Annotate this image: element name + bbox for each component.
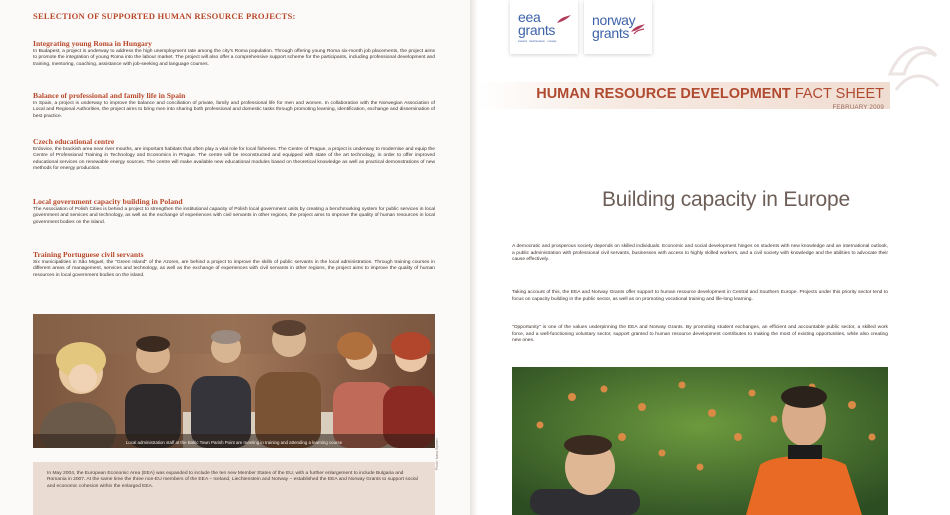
- project-heading: Local government capacity building in Poland: [33, 197, 183, 206]
- project-portugal-civil-servants: [33, 250, 435, 279]
- eea-logo-subtitle: iceland · liechtenstein · norway: [518, 39, 557, 43]
- photo-caption: Local administration staff at the Baltic Town Parish Point are meeting in training and attending a learning course: [125, 440, 343, 445]
- orchard-photo: [512, 367, 888, 515]
- info-box-text: In May 2004, the European Economic Area (EEA) was expanded to include the ten new Member States of the EU, with a further enlargement to include Bulgaria and Romania in 2007. At the same time the three non-EU members of the EEA – Iceland, Liechtenstein and Norway – established the EEA and Norway Grants to support social and economic cohesion within the enlarged EEA.: [47, 471, 418, 489]
- norway-bird-icon: [630, 22, 646, 36]
- section-title: SELECTION OF SUPPORTED HUMAN RESOURCE PROJECTS:: [33, 11, 296, 21]
- eea-info-box: [33, 462, 435, 515]
- project-heading: Czech educational centre: [33, 137, 115, 146]
- norway-grants-logo: [584, 0, 652, 54]
- project-text: In Budapest, a project is underway to address the high unemployment rate among the city's Roma population. Through offering young Roma six-month job placements, the project aims to promote the integration of young Roma into the labour market. The project will also offer a comprehensive support scheme for the participants, including professional development and training, mentoring, coaching, assistance with job-seeking and language courses.: [33, 49, 435, 67]
- fact-sheet-title: [536, 86, 884, 102]
- project-heading: Training Portuguese civil servants: [33, 250, 144, 259]
- eea-logo-grants-word: grants: [518, 22, 556, 38]
- fact-sheet-header: [478, 82, 890, 109]
- fact-sheet-title-bold: HUMAN RESOURCE DEVELOPMENT: [536, 86, 791, 102]
- project-poland-local-gov: [33, 197, 435, 226]
- left-page: [0, 0, 470, 515]
- eea-logo-word: eea: [518, 9, 541, 25]
- fact-sheet-title-light: FACT SHEET: [790, 86, 884, 102]
- project-family-spain: [33, 91, 435, 120]
- photo-credit-text: Photo: Ivana Sipmen: [435, 438, 439, 470]
- body-paragraph: "Opportunity" is one of the values underpinning the EEA and Norway Grants. By promoting student exchanges, an efficient and accountable public sector, a skilled work force, and a well-functioning voluntary sector, support granted to human resource development contributes to making the most of existing opportunities, while also creating new ones.: [512, 325, 888, 343]
- body-paragraph: Taking account of this, the EEA and Norway Grants offer support to human resource development in Central and Southern Europe. Projects under this priority sector tend to focus on capacity building in the public sector, as well as on promoting vocational training and life-long learning.: [512, 290, 888, 302]
- project-text: The Association of Polish Cities is behind a project to strengthen the institutional capacity of Polish local government units by creating a benchmarking system for public services in local government and services and technology, as well as the exchange of experiences with civil servants in other regions, the project aims to improve the quality of human resources in local government bodies on the island.: [33, 207, 435, 225]
- body-paragraph: A democratic and prosperous society depends on skilled individuals. Economic and social development hinges on students with new knowledge and an international outlook, a public administration with professional civil servants, businesses with access to highly skilled workers, and a civil society with knowledge and the abilities to advocate their cause effectively.: [512, 244, 888, 262]
- orchard-photo-illustration: [512, 367, 888, 515]
- norway-logo-grants-word: grants: [592, 25, 630, 41]
- project-heading: Integrating young Roma in Hungary: [33, 39, 152, 48]
- page-title: Building capacity in Europe: [602, 188, 850, 211]
- decorative-swirl-icon: [882, 34, 944, 104]
- eea-grants-logo: [510, 0, 578, 54]
- photo-credit: [435, 438, 465, 500]
- meeting-photo: [33, 314, 435, 448]
- project-czech-centre: [33, 137, 435, 173]
- meeting-photo-illustration: [33, 314, 435, 448]
- right-page: [478, 0, 950, 515]
- fact-sheet-date: FEBRUARY 2009: [832, 104, 884, 111]
- project-text: In Spain, a project is underway to improve the balance and conciliation of private, family and professional life for men and women. In collaboration with the Norwegian Association of Local and Regional Authorities, the project aims to bring men into sharing both professional and domestic tasks through promoting learning, identification, exchange and dissemination of best practice.: [33, 101, 435, 119]
- project-text: Erdovice, the brackish area near river mouths, are important habitats that often play a vital role for local fisheries. The Centre of Prague, a project is underway to modernise and equip the Centre of Professional Training in Technology and Economics in Prague. The centre will be reconstructed and equipped with state of the art technology, in order to offer improved educational services on renewable energy sources. The centre will make available new educational modules based on theoretical knowledge as well as practical demonstrations of new methods for energy production.: [33, 147, 435, 172]
- project-roma-hungary: [33, 39, 435, 68]
- project-text: Six municipalities in São Miguel, the "Green Island" of the Azores, are behind a project to improve the skills of public servants in the local administration. Through training courses in different areas of management, services and technology, as well as the exchange of experiences with civil servants in other regions, the project aims to improve the quality of human resources in local government bodies on the island.: [33, 260, 435, 278]
- page-gutter: [470, 0, 478, 515]
- project-heading: Balance of professional and family life in Spain: [33, 91, 186, 100]
- eea-bird-icon: [556, 14, 572, 26]
- norway-logo-word: norway: [592, 12, 636, 28]
